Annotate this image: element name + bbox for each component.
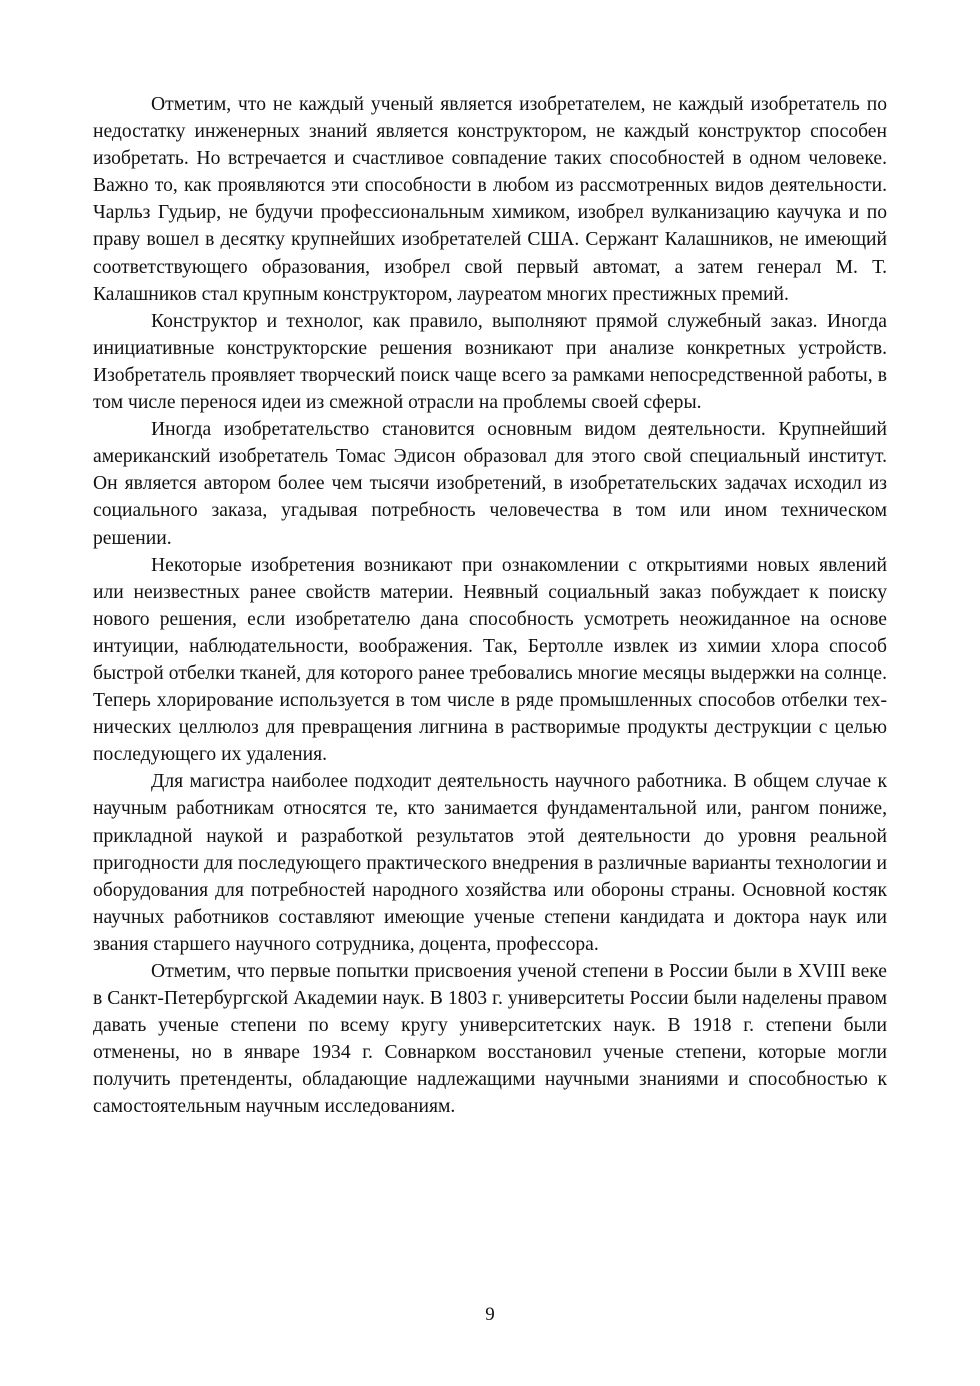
page-number: 9	[485, 1304, 495, 1325]
paragraph-4: Некоторые изобретения возникают при ознакомлении с открытиями новых явлений или неизвестных ранее свойств материи. Неявный социальный заказ побуждает к поиску нового решения, если изобретателю дана способность усмотреть неожиданное на основе интуиции, наблюдательности, воображения. Так, Бертолле извлек из химии хлора способ быстрой отбелки тканей, для которого ранее требовались многие месяцы выдержки на солнце. Теперь хлорирование используется в том числе в ряде промышленных способов отбелки технических целлюлоз для превращения лигнина в растворимые продукты деструкции с целью последующего их удаления.	[93, 554, 887, 766]
paragraph-6: Отметим, что первые попытки присвоения ученой степени в России были в XVIII веке в Санкт-Петербургской Академии наук. В 1803 г. университеты России были наделены правом давать ученые степени по всему кругу университетских наук. В 1918 г. степени были отменены, но в январе 1934 г. Совнарком восстановил ученые степени, которые могли получить претенденты, обладающие надлежащими научными знаниями и способностью к самостоятельным научным исследованиям.	[93, 961, 887, 1118]
paragraph-3: Иногда изобретательство становится основным видом деятельности. Крупнейший американский изобретатель Томас Эдисон образовал для этого свой специальный институт. Он является автором более чем тысячи изобретений, в изобретательских задачах исходил из социального заказа, угадывая потребность человечества в том или ином техническом решении.	[93, 419, 887, 549]
page-body	[93, 91, 887, 1121]
paragraph-2: Конструктор и технолог, как правило, выполняют прямой служебный заказ. Иногда инициативные конструкторские решения возникают при анализе конкретных устройств. Изобретатель проявляет творческий поиск чаще всего за рамками непосредственной работы, в том числе перенося идеи из смежной отрасли на проблемы своей сферы.	[93, 310, 887, 414]
paragraph-5: Для магистра наиболее подходит деятельность научного работника. В общем случае к научным работникам относятся те, кто занимается фундаментальной или, рангом пониже, прикладной наукой и разработкой результатов этой деятельности до уровня реальной пригодности для последующего практического внедрения в различные варианты технологии и оборудования для потребностей народного хозяйства или обороны страны. Основной костяк научных работников составляют имеющие ученые степени кандидата и доктора наук или звания старшего научного сотрудника, доцента, профессора.	[93, 771, 887, 955]
paragraph-1: Отметим, что не каждый ученый является изобретателем, не каждый изобретатель по недостатку инженерных знаний является конструктором, не каждый конструктор способен изобретать. Но встречается и счастливое совпадение таких способностей в одном человеке. Важно то, как проявляются эти способности в любом из рассмотренных видов деятельности. Чарльз Гудьир, не будучи профессиональным химиком, изобрел вулканизацию каучука и по праву вошел в десятку крупнейших изобретателей США. Сержант Калашников, не имеющий соответствующего образования, изобрел свой первый автомат, а затем генерал М. Т. Калашников стал крупным конструктором, лауреатом многих престижных премий.	[93, 94, 887, 305]
